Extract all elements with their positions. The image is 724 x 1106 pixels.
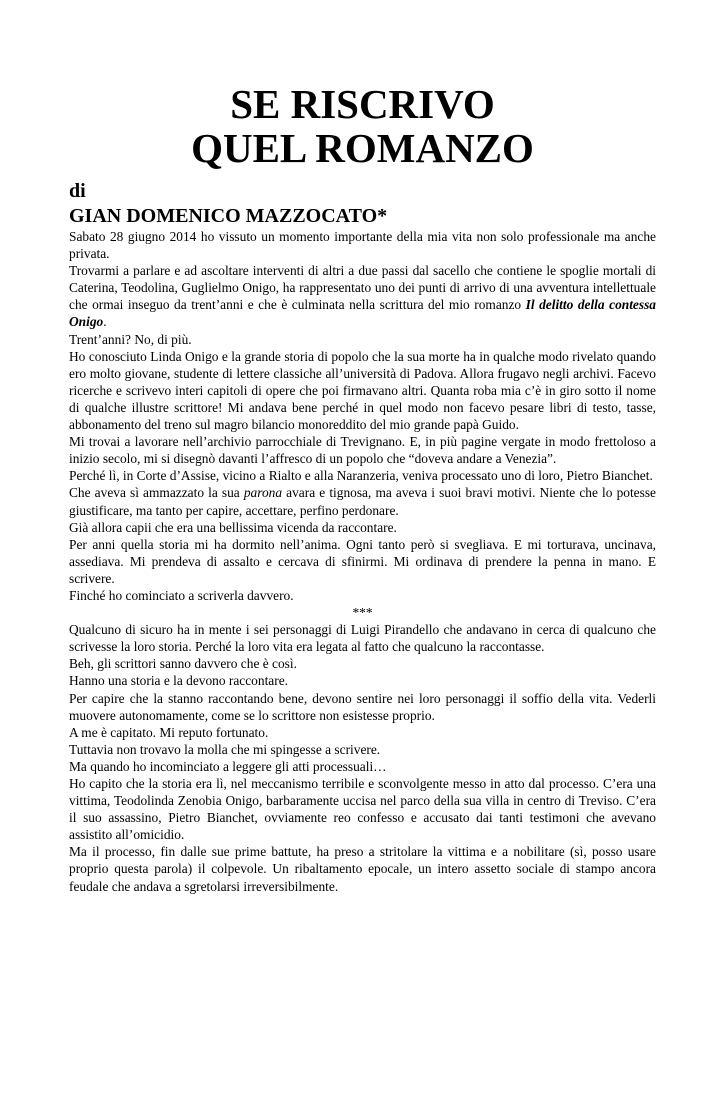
paragraph: Già allora capii che era una bellissima vicenda da raccontare. xyxy=(69,519,397,535)
title-line-2: QUEL ROMANZO xyxy=(191,125,534,171)
paragraph: Per anni quella storia mi ha dormito nell’anima. Ogni tanto però si svegliava. E mi torturava, uncinava, assediava. Mi prendeva di assalto e cercava di sfinirmi. Mi ordinava di prendere la penna in mano. E scrivere. xyxy=(69,536,656,586)
paragraph: Mi trovai a lavorare nell’archivio parrocchiale di Trevignano. E, in più pagine vergate in modo frettoloso a inizio secolo, mi si disegnò davanti l’affresco di un popolo che “doveva andare a Venezia”. xyxy=(69,434,656,467)
paragraph: Ho conosciuto Linda Onigo e la grande storia di popolo che la sua morte ha in qualche modo rivelato quando ero molto giovane, studente di lettere classiche all’università di Padova. Allora frugavo negli archivi. Facevo ricerche e scrivevo interi capitoli di opere che poi firmavano altri. Quanta roba mia c’è in giro sotto il nome di qualche illustre scrittore! Mi andava bene perché in quel modo non facevo pesare libri di testo, tasse, abbonamento del treno sul magro bilancio monoreddito del mio grande papà Guido. xyxy=(69,348,656,433)
paragraph: Trent’anni? No, di più. xyxy=(69,331,192,347)
page-title xyxy=(69,82,656,170)
paragraph: Sabato 28 giugno 2014 ho vissuto un momento importante della mia vita non solo professionale ma anche privata. xyxy=(69,229,656,262)
paragraph: Trovarmi a parlare e ad ascoltare interventi di altri a due passi dal sacello che contiene le spoglie mortali di Caterina, Teodolina, Guglielmo Onigo, ha rappresentato uno dei punti di arrivo di una avventura intellettuale che ormai inseguo da trent’anni e che è culminata nella scrittura del mio romanzo Il delitto della contessa Onigo. xyxy=(69,263,656,330)
article-body xyxy=(69,228,656,895)
paragraph: Tuttavia non trovavo la molla che mi spingesse a scrivere. xyxy=(69,741,381,757)
paragraph: Ma quando ho incominciato a leggere gli atti processuali… xyxy=(69,758,387,774)
paragraph: Finché ho cominciato a scriverla davvero. xyxy=(69,587,294,603)
paragraph: Beh, gli scrittori sanno davvero che è così. xyxy=(69,656,297,672)
paragraph: Ma il processo, fin dalle sue prime battute, ha preso a stritolare la vittima e a nobilitare (sì, posso usare proprio questa parola) il colpevole. Un ribaltamento epocale, un intero assetto sociale di stampo ancora feudale che andava a sgretolarsi irreversibilmente. xyxy=(69,844,656,894)
italic-word: parona xyxy=(243,485,283,501)
section-separator: *** xyxy=(352,605,373,621)
paragraph: Ho capito che la storia era lì, nel meccanismo terribile e sconvolgente messo in atto dal processo. C’era una vittima, Teodolinda Zenobia Onigo, barbaramente uccisa nel parco della sua villa in centro di Treviso. C’era il suo assassino, Pietro Bianchet, ovviamente reo confesso e accusato dai tanti testimoni che avevano assistito all’omicidio. xyxy=(69,776,656,843)
paragraph: Per capire che la stanno raccontando bene, devono sentire nei loro personaggi il soffio della vita. Vederli muovere autonomamente, come se lo scrittore non esistesse proprio. xyxy=(69,690,656,723)
author-name: GIAN DOMENICO MAZZOCATO* xyxy=(69,205,388,227)
paragraph: A me è capitato. Mi reputo fortunato. xyxy=(69,724,269,740)
paragraph: Hanno una storia e la devono raccontare. xyxy=(69,673,288,689)
document-page xyxy=(0,82,724,1106)
paragraph: Perché lì, in Corte d’Assise, vicino a Rialto e alla Naranzeria, veniva processato uno di loro, Pietro Bianchet. xyxy=(69,468,653,484)
book-title: Il delitto della contessa Onigo xyxy=(69,297,656,330)
paragraph: Qualcuno di sicuro ha in mente i sei personaggi di Luigi Pirandello che andavano in cerca di qualcuno che scrivesse la loro storia. Perché la loro vita era legata al fatto che qualcuno la raccontasse. xyxy=(69,622,656,655)
title-line-1: SE RISCRIVO xyxy=(230,81,495,127)
byline: di xyxy=(69,180,86,202)
paragraph: Che aveva sì ammazzato la sua parona avara e tignosa, ma aveva i suoi bravi motivi. Niente che lo potesse giustificare, ma tanto per capire, accettare, perfino perdonare. xyxy=(69,485,656,518)
